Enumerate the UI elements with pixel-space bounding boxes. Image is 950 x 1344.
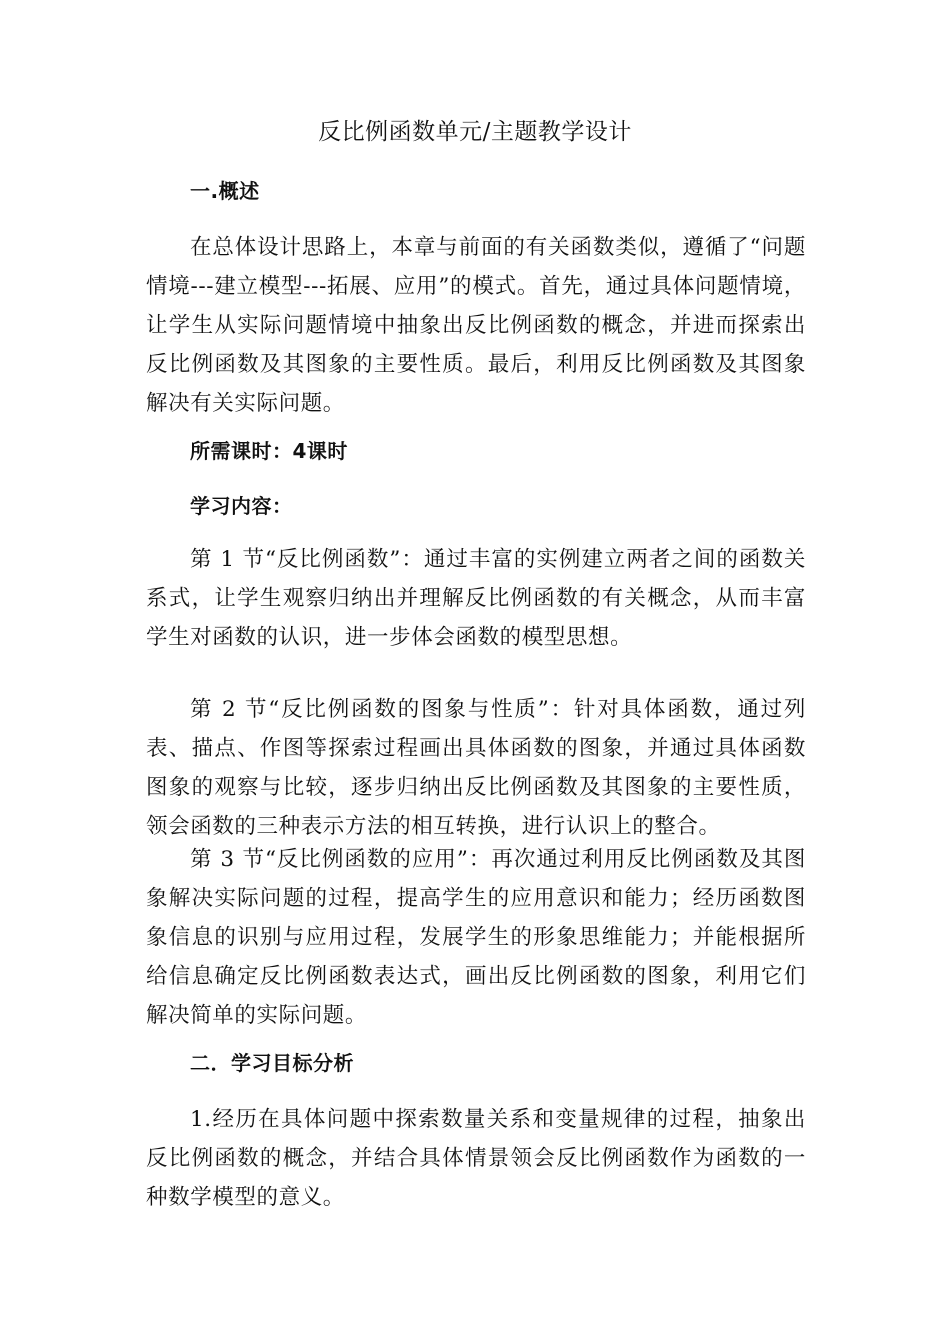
lesson-paragraph-3: 第 3 节“反比例函数的应用”：再次通过利用反比例函数及其图象解决实际问题的过程，提高学生的应用意识和能力；经历函数图象信息的识别与应用过程，发展学生的形象思维能力；并能根据所给信息确定反比例函数表达式，画出反比例函数的图象，利用它们解决简单的实际问题。 (146, 847, 806, 1028)
hours-heading: 所需课时：4课时 (190, 439, 348, 463)
content-heading: 学习内容： (190, 494, 293, 518)
section-heading-overview: 一.概述 (190, 179, 260, 203)
lesson-paragraph-1: 第 1 节“反比例函数”：通过丰富的实例建立两者之间的函数关系式，让学生观察归纳出并理解反比例函数的有关概念，从而丰富学生对函数的认识，进一步体会函数的模型思想。 (146, 547, 806, 650)
document-title: 反比例函数单元/主题教学设计 (318, 119, 632, 145)
overview-paragraph: 在总体设计思路上，本章与前面的有关函数类似，遵循了“问题情境---建立模型---拓展、应用”的模式。首先，通过具体问题情境，让学生从实际问题情境中抽象出反比例函数的概念，并进而探索出反比例函数及其图象的主要性质。最后，利用反比例函数及其图象解决有关实际问题。 (146, 235, 806, 416)
section-heading-goals: 二．学习目标分析 (190, 1051, 354, 1075)
goal-paragraph-1: 1.经历在具体问题中探索数量关系和变量规律的过程，抽象出反比例函数的概念，并结合具体情景领会反比例函数作为函数的一种数学模型的意义。 (146, 1107, 806, 1210)
lesson-paragraph-2: 第 2 节“反比例函数的图象与性质”：针对具体函数，通过列表、描点、作图等探索过程画出具体函数的图象，并通过具体函数图象的观察与比较，逐步归纳出反比例函数及其图象的主要性质，领会函数的三种表示方法的相互转换，进行认识上的整合。 (146, 697, 806, 839)
